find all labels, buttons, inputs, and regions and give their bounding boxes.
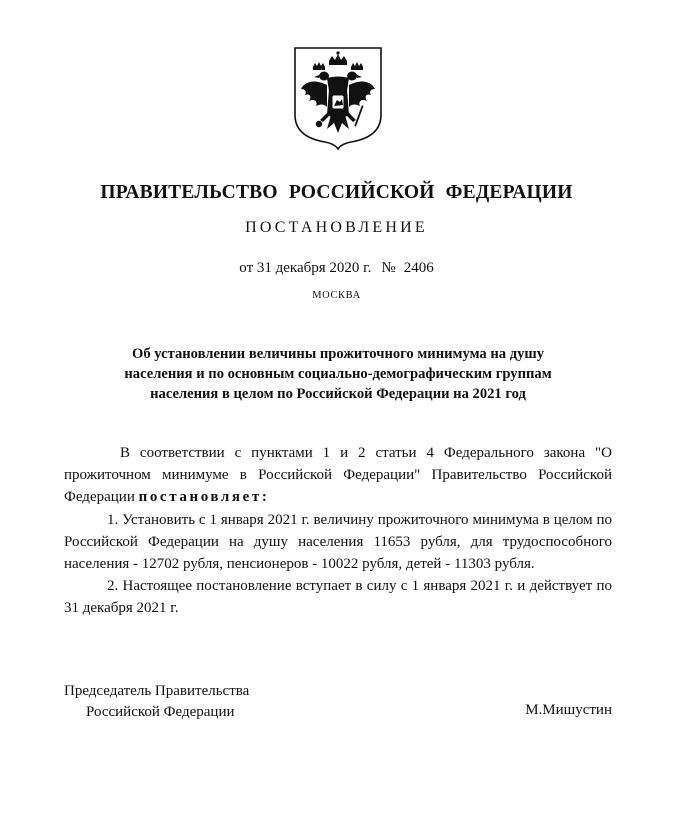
document-heading	[80, 344, 596, 404]
government-title: ПРАВИТЕЛЬСТВО РОССИЙСКОЙ ФЕДЕРАЦИИ	[100, 182, 573, 203]
intro-paragraph	[64, 442, 612, 509]
signatory-title-line: Российской Федерации	[86, 704, 235, 720]
document-body	[64, 442, 612, 620]
heading-line: населения и по основным социально-демографическим группам	[124, 366, 552, 382]
intro-text: В соответствии с пунктами 1 и 2 статьи 4 Федерального закона "О прожиточном минимуме в Российской Федерации" Правительство Российской Федерации	[64, 445, 612, 506]
heading-line: населения в целом по Российской Федерации на 2021 год	[150, 386, 526, 402]
signatory-title-line: Председатель Правительства	[64, 683, 250, 699]
item-2-paragraph: 2. Настоящее постановление вступает в силу с 1 января 2021 г. и действует по 31 декабря 2021 г.	[64, 578, 612, 617]
document-type: ПОСТАНОВЛЕНИЕ	[245, 219, 428, 236]
document-number: 2406	[403, 260, 434, 276]
item-1-paragraph: 1. Установить с 1 января 2021 г. величину прожиточного минимума в целом по Российской Федерации на душу населения 11653 рубля, для трудоспособного населения - 12702 рубля, пенсионеров - 10022 рубля, детей - 11303 рубля.	[64, 511, 612, 573]
heading-line: Об установлении величины прожиточного минимума на душу	[131, 346, 545, 362]
document-date-line	[0, 260, 673, 277]
city: МОСКВА	[312, 290, 361, 301]
number-sign: №	[381, 260, 396, 276]
signatory-title	[64, 681, 249, 723]
document-date: от 31 декабря 2020 г.	[239, 260, 372, 276]
signatory-name: М.Мишустин	[525, 702, 612, 718]
decree-word: постановляет:	[138, 489, 270, 506]
russian-coat-of-arms-icon	[291, 45, 385, 151]
